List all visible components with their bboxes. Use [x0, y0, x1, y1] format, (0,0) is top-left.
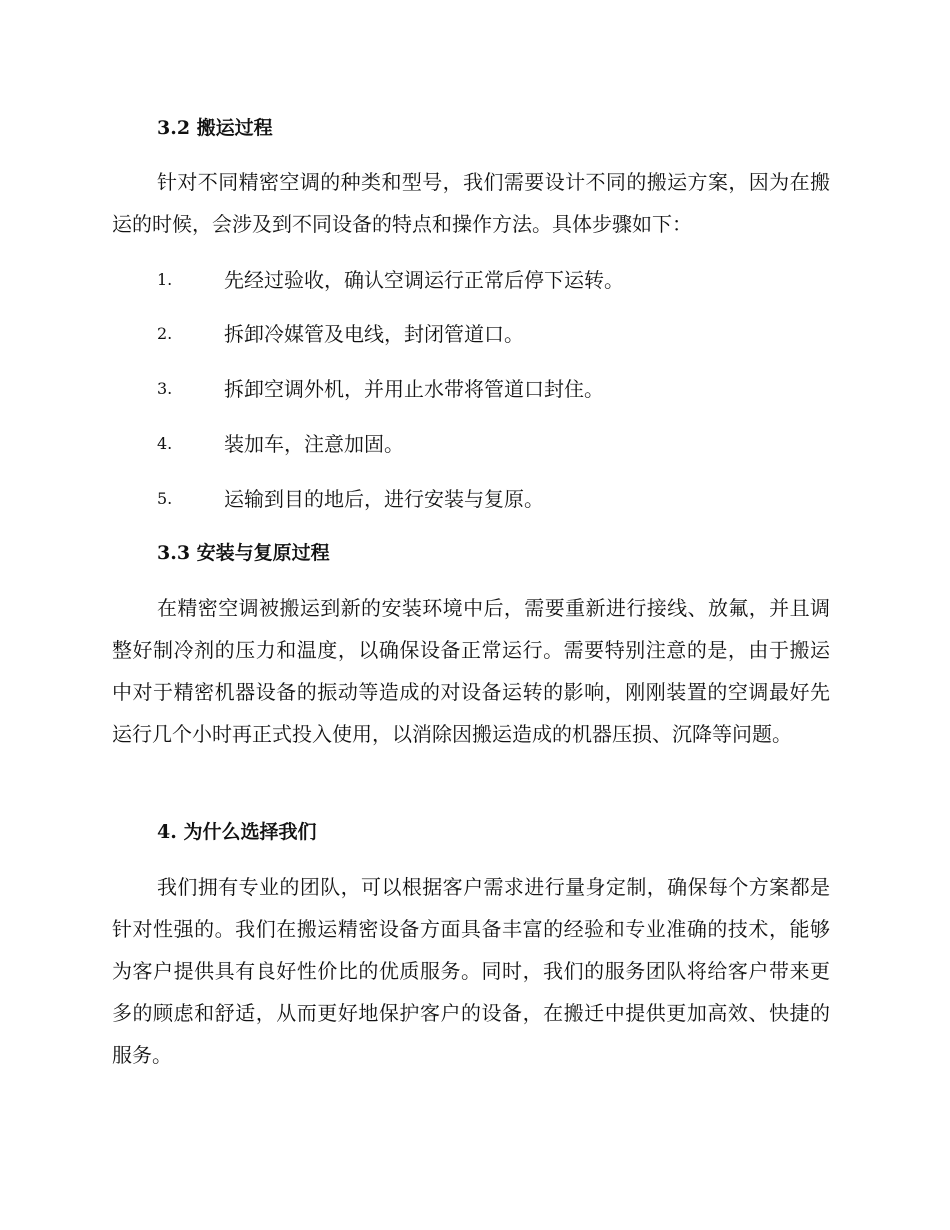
list-item-number: 3.	[157, 379, 173, 398]
section-heading-3-2: 3.2 搬运过程	[157, 117, 273, 139]
section-4-paragraph: 我们拥有专业的团队，可以根据客户需求进行量身定制，确保每个方案都是针对性强的。我们在搬运精密设备方面具备丰富的经验和专业准确的技术，能够为客户提供具有良好性价比的优质服务。同时，我们的服务团队将给客户带来更多的顾虑和舒适，从而更好地保护客户的设备，在搬迁中提供更加高效、快捷的服务。	[112, 875, 830, 1067]
list-item-number: 4.	[157, 434, 173, 453]
section-3-2-paragraph: 针对不同精密空调的种类和型号，我们需要设计不同的搬运方案，因为在搬运的时候，会涉及到不同设备的特点和操作方法。具体步骤如下：	[112, 170, 830, 236]
list-item-text: 拆卸空调外机，并用止水带将管道口封住。	[224, 377, 604, 401]
list-item-number: 2.	[157, 324, 173, 343]
list-item-number: 1.	[157, 270, 173, 289]
list-item-text: 运输到目的地后，进行安装与复原。	[224, 487, 544, 511]
section-heading-4: 4. 为什么选择我们	[157, 821, 317, 843]
list-item-text: 先经过验收，确认空调运行正常后停下运转。	[224, 268, 624, 292]
list-item-text: 装加车，注意加固。	[224, 432, 404, 456]
list-item-text: 拆卸冷媒管及电线，封闭管道口。	[224, 322, 524, 346]
section-3-3-paragraph: 在精密空调被搬运到新的安装环境中后，需要重新进行接线、放氟，并且调整好制冷剂的压力和温度，以确保设备正常运行。需要特别注意的是，由于搬运中对于精密机器设备的振动等造成的对设备运转的影响，刚刚装置的空调最好先运行几个小时再正式投入使用，以消除因搬运造成的机器压损、沉降等问题。	[112, 596, 830, 746]
list-item-number: 5.	[157, 489, 173, 508]
section-heading-3-3: 3.3 安装与复原过程	[157, 542, 330, 564]
